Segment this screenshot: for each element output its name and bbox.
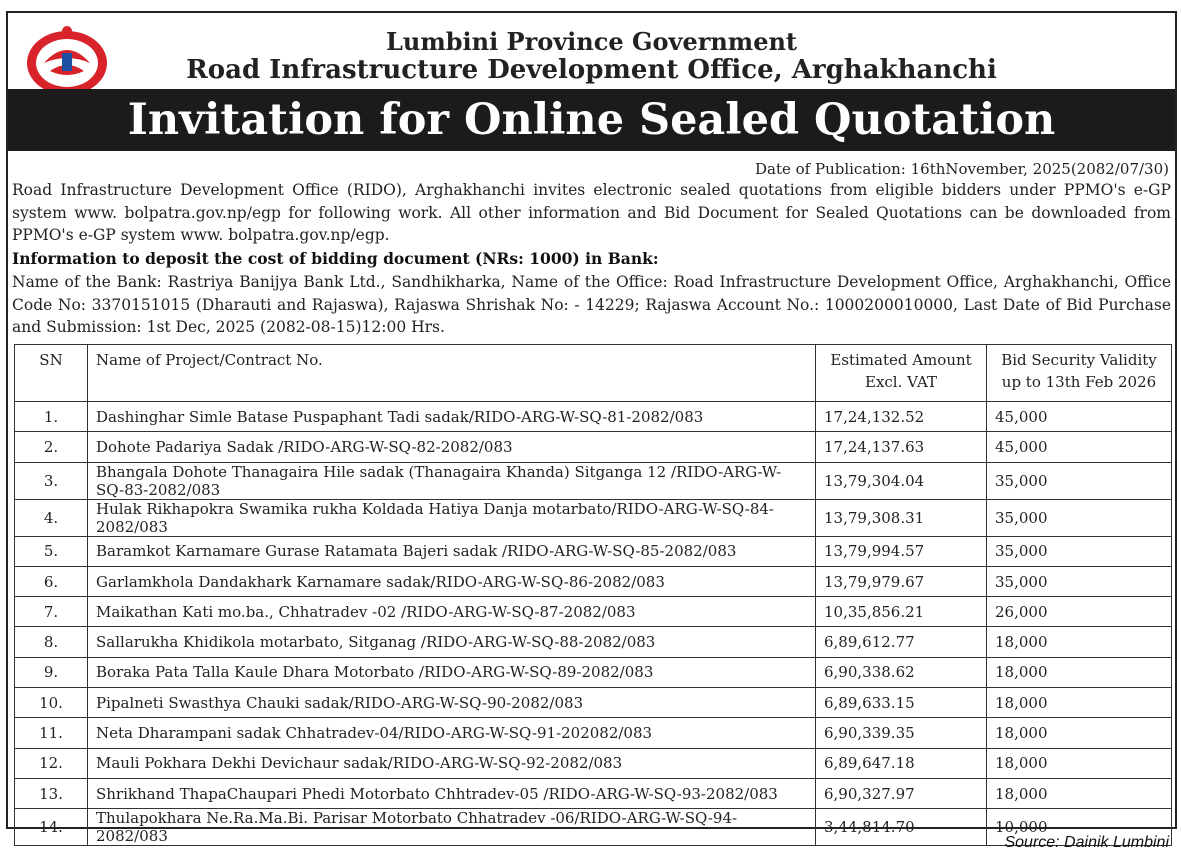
row-bid-security: 45,000 [987,432,1172,462]
row-bid-security: 35,000 [987,536,1172,566]
row-bid-security: 35,000 [987,462,1172,499]
row-project-name: Neta Dharampani sadak Chhatradev-04/RIDO-ARG-W-SQ-91-202082/083 [88,718,816,748]
row-project-name: Sallarukha Khidikola motarbato, Sitganag /RIDO-ARG-W-SQ-88-2082/083 [88,627,816,657]
row-sn: 8. [15,627,88,657]
table-row [15,809,1172,846]
notice-banner-title: Invitation for Online Sealed Quotation [8,89,1175,151]
row-estimated-amount: 13,79,994.57 [816,536,987,566]
row-sn: 10. [15,688,88,718]
deposit-heading: Information to deposit the cost of bidding document (NRs: 1000) in Bank: [12,249,659,268]
row-estimated-amount: 10,35,856.21 [816,597,987,627]
table-row [15,432,1172,462]
row-sn: 1. [15,402,88,432]
row-bid-security: 18,000 [987,627,1172,657]
row-bid-security: 26,000 [987,597,1172,627]
row-bid-security: 45,000 [987,402,1172,432]
row-sn: 9. [15,657,88,687]
table-row [15,536,1172,566]
row-bid-security: 10,000 [987,809,1172,846]
row-bid-security: 35,000 [987,499,1172,536]
row-bid-security: 35,000 [987,566,1172,596]
row-project-name: Dohote Padariya Sadak /RIDO-ARG-W-SQ-82-2082/083 [88,432,816,462]
header-bid-security: Bid Security Validity up to 13th Feb 2026 [987,345,1172,402]
office-title: Road Infrastructure Development Office, Arghakhanchi [186,55,997,85]
header-estimated-amount: Estimated Amount Excl. VAT [816,345,987,402]
row-estimated-amount: 6,89,633.15 [816,688,987,718]
row-project-name: Bhangala Dohote Thanagaira Hile sadak (Thanagaira Khanda) Sitganga 12 /RIDO-ARG-W-SQ-83-2082/083 [88,462,816,499]
row-estimated-amount: 6,90,338.62 [816,657,987,687]
contracts-table [14,344,1172,846]
bank-details-paragraph: Name of the Bank: Rastriya Banijya Bank Ltd., Sandhikharka, Name of the Office: Road Infrastructure Development Office, Arghakhanchi, Office Code No: 3370151015 (Dharauti and Rajaswa), Rajaswa Shrishak No: - 14229; Rajaswa Account No.: 1000200010000, Last Date of Bid Purchase and Submission: 1st Dec, 2025 (2082-08-15)12:00 Hrs. [12,273,1171,336]
row-sn: 6. [15,566,88,596]
intro-paragraph: Road Infrastructure Development Office (RIDO), Arghakhanchi invites electronic sealed quotations from eligible bidders under PPMO's e-GP system www. bolpatra.gov.np/egp for following work. All other information and Bid Document for Sealed Quotations can be downloaded from PPMO's e-GP system www. bolpatra.gov.np/egp. [12,181,1171,244]
row-estimated-amount: 3,44,814.70 [816,809,987,846]
row-bid-security: 18,000 [987,657,1172,687]
row-sn: 2. [15,432,88,462]
row-project-name: Pipalneti Swasthya Chauki sadak/RIDO-ARG-W-SQ-90-2082/083 [88,688,816,718]
table-row [15,688,1172,718]
table-row [15,402,1172,432]
table-row [15,718,1172,748]
row-bid-security: 18,000 [987,718,1172,748]
table-row [15,748,1172,778]
row-sn: 4. [15,499,88,536]
header-project-name: Name of Project/Contract No. [88,345,816,402]
row-project-name: Hulak Rikhapokra Swamika rukha Koldada Hatiya Danja motarbato/RIDO-ARG-W-SQ-84-2082/083 [88,499,816,536]
row-sn: 12. [15,748,88,778]
table-row [15,499,1172,536]
table-row [15,627,1172,657]
row-project-name: Thulapokhara Ne.Ra.Ma.Bi. Parisar Motorbato Chhatradev -06/RIDO-ARG-W-SQ-94-2082/083 [88,809,816,846]
row-estimated-amount: 13,79,979.67 [816,566,987,596]
row-bid-security: 18,000 [987,778,1172,808]
row-sn: 7. [15,597,88,627]
table-row [15,778,1172,808]
row-sn: 14. [15,809,88,846]
header-sn: SN [15,345,88,402]
row-sn: 13. [15,778,88,808]
row-project-name: Shrikhand ThapaChaupari Phedi Motorbato Chhtradev-05 /RIDO-ARG-W-SQ-93-2082/083 [88,778,816,808]
table-row [15,566,1172,596]
row-estimated-amount: 6,90,327.97 [816,778,987,808]
source-credit: Source: Dainik Lumbini [1004,834,1169,851]
row-estimated-amount: 6,89,612.77 [816,627,987,657]
row-bid-security: 18,000 [987,748,1172,778]
row-project-name: Garlamkhola Dandakhark Karnamare sadak/RIDO-ARG-W-SQ-86-2082/083 [88,566,816,596]
row-estimated-amount: 6,90,339.35 [816,718,987,748]
row-sn: 5. [15,536,88,566]
table-row [15,657,1172,687]
row-bid-security: 18,000 [987,688,1172,718]
row-project-name: Boraka Pata Talla Kaule Dhara Motorbato /RIDO-ARG-W-SQ-89-2082/083 [88,657,816,687]
row-estimated-amount: 17,24,137.63 [816,432,987,462]
row-project-name: Dashinghar Simle Batase Puspaphant Tadi sadak/RIDO-ARG-W-SQ-81-2082/083 [88,402,816,432]
contracts-table-body [15,402,1172,846]
row-project-name: Mauli Pokhara Dekhi Devichaur sadak/RIDO-ARG-W-SQ-92-2082/083 [88,748,816,778]
row-sn: 11. [15,718,88,748]
row-estimated-amount: 13,79,304.04 [816,462,987,499]
government-title: Lumbini Province Government [386,27,797,56]
table-row [15,462,1172,499]
row-estimated-amount: 13,79,308.31 [816,499,987,536]
publication-date: Date of Publication: 16thNovember, 2025(2082/07/30) [754,160,1169,178]
row-project-name: Baramkot Karnamare Gurase Ratamata Bajeri sadak /RIDO-ARG-W-SQ-85-2082/083 [88,536,816,566]
row-sn: 3. [15,462,88,499]
row-estimated-amount: 6,89,647.18 [816,748,987,778]
row-project-name: Maikathan Kati mo.ba., Chhatradev -02 /RIDO-ARG-W-SQ-87-2082/083 [88,597,816,627]
row-estimated-amount: 17,24,132.52 [816,402,987,432]
table-row [15,597,1172,627]
table-header-row [15,345,1172,402]
